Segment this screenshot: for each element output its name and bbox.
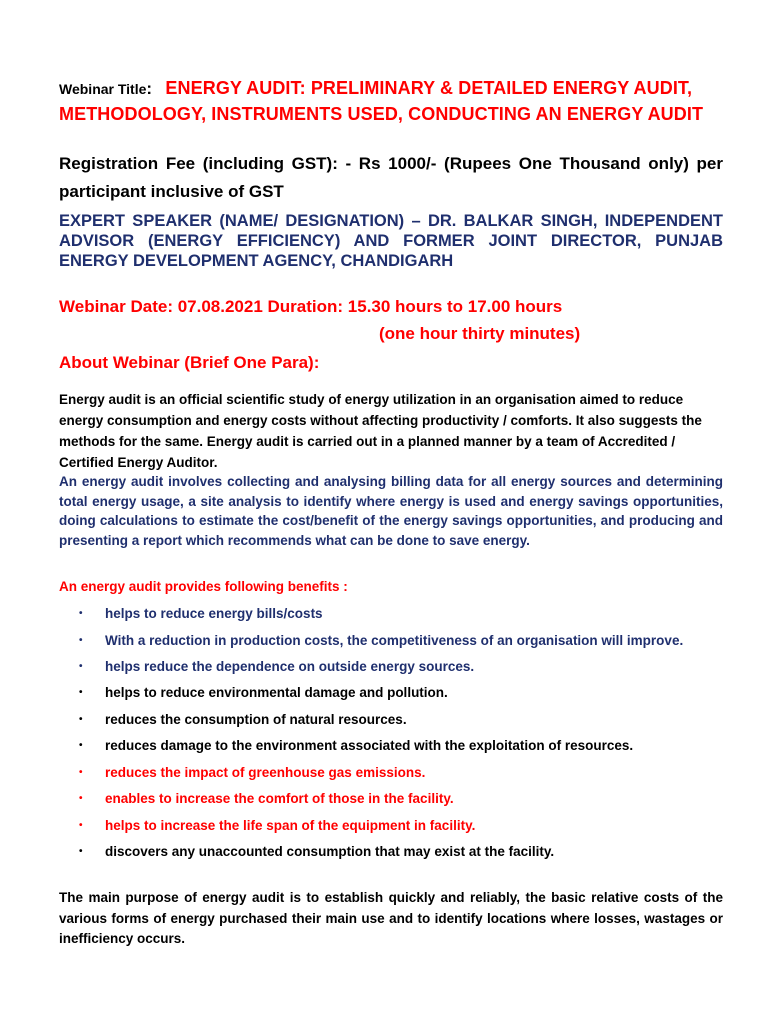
list-item: • reduces damage to the environment associated with the exploitation of resources. xyxy=(59,736,723,756)
bullet-icon: • xyxy=(79,608,83,619)
list-item: • discovers any unaccounted consumption that may exist at the facility. xyxy=(59,842,723,862)
bullet-icon: • xyxy=(79,846,83,857)
benefits-list xyxy=(59,604,723,869)
webinar-title-block xyxy=(59,76,749,128)
closing-paragraph: The main purpose of energy audit is to establish quickly and reliably, the basic relative costs of the various forms of energy purchased their main use and to identify locations where losses, wastages or inefficiency occurs. xyxy=(59,890,723,946)
list-item: • reduces the consumption of natural resources. xyxy=(59,710,723,730)
registration-fee: Registration Fee (including GST): - Rs 1000/- (Rupees One Thousand only) per participant inclusive of GST xyxy=(59,154,723,201)
webinar-title-text: ENERGY AUDIT: PRELIMINARY & DETAILED ENERGY AUDIT, METHODOLOGY, INSTRUMENTS USED, CONDUCTING AN ENERGY AUDIT xyxy=(59,78,704,124)
bullet-icon: • xyxy=(79,793,83,804)
bullet-icon: • xyxy=(79,634,83,646)
webinar-title-label: Webinar Title: xyxy=(59,79,153,98)
bullet-icon: • xyxy=(79,660,83,672)
bullet-icon: • xyxy=(79,819,83,831)
list-item: • helps to reduce energy bills/costs xyxy=(59,604,723,624)
paragraph-process: An energy audit involves collecting and analysing billing data for all energy sources and determining total energy usage, a site analysis to identify where energy is used and energy savings opportunities, doing calculations to estimate the cost/benefit of the energy savings opportunities, and producing and presenting a report which recommends what can be done to save energy. xyxy=(59,474,723,548)
expert-speaker: EXPERT SPEAKER (NAME/ DESIGNATION) – DR. BALKAR SINGH, INDEPENDENT ADVISOR (ENERGY EFFICIENCY) AND FORMER JOINT DIRECTOR, PUNJAB ENERGY DEVELOPMENT AGENCY, CHANDIGARH xyxy=(59,212,723,270)
bullet-icon: • xyxy=(79,740,83,751)
list-item: • helps reduce the dependence on outside energy sources. xyxy=(59,657,723,677)
bullet-icon: • xyxy=(79,766,83,778)
list-item: • With a reduction in production costs, the competitiveness of an organisation will improve. xyxy=(59,631,723,651)
duration-note: (one hour thirty minutes) xyxy=(379,324,581,343)
list-item: • enables to increase the comfort of those in the facility. xyxy=(59,789,723,809)
about-webinar-heading: About Webinar (Brief One Para): xyxy=(59,353,320,372)
webinar-date-duration: Webinar Date: 07.08.2021 Duration: 15.30 hours to 17.00 hours xyxy=(59,297,563,316)
benefits-heading: An energy audit provides following benefits : xyxy=(59,579,348,594)
list-item: • helps to reduce environmental damage and pollution. xyxy=(59,683,723,703)
list-item: • reduces the impact of greenhouse gas emissions. xyxy=(59,763,723,783)
list-item: • helps to increase the life span of the equipment in facility. xyxy=(59,816,723,836)
bullet-icon: • xyxy=(79,687,83,698)
paragraph-intro: Energy audit is an official scientific study of energy utilization in an organisation aimed to reduce energy consumption and energy costs without affecting productivity / comforts. It also suggests the methods for the same. Energy audit is carried out in a planned manner by a team of Accredited / Certified Energy Auditor. xyxy=(59,392,702,470)
bullet-icon: • xyxy=(79,713,83,725)
